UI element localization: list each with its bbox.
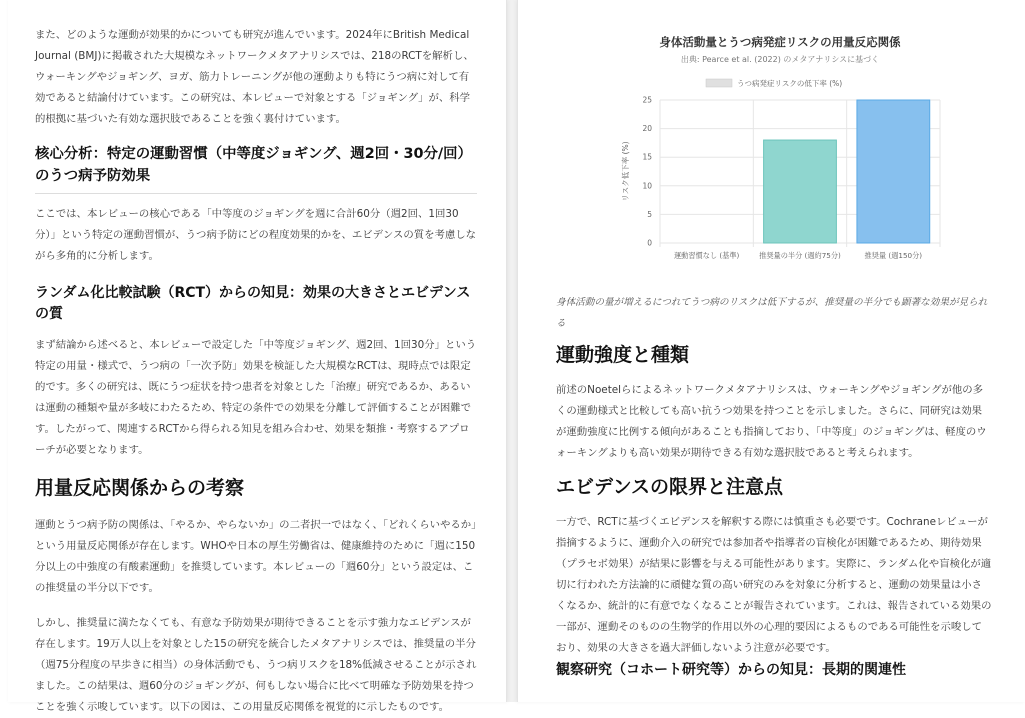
chart-subtitle: 出典: Pearce et al. (2022) のメタアナリシスに基づく	[680, 55, 880, 64]
y-tick-label: 15	[642, 152, 652, 162]
core-analysis-heading: 核心分析：特定の運動習慣（中等度ジョギング、週2回・30分/回）のうつ病予防効果	[35, 143, 477, 194]
y-tick-label: 10	[642, 181, 652, 191]
chart-title: 身体活動量とうつ病発症リスクの用量反応関係	[659, 35, 901, 49]
chart-y-ticks	[642, 96, 652, 248]
left-page	[8, 0, 507, 713]
dose-response-heading: 用量反応関係からの考察	[35, 477, 245, 499]
bar-2	[857, 100, 930, 243]
page-gutter	[506, 0, 517, 702]
rct-paragraph: まず結論から述べると、本レビューで設定した「中等度ジョギング、週2回、1回30分」という特定の用量・様式で、うつ病の「一次予防」効果を検証した大規模なRCTは、現時点では限定的です。多くの研究は、既にうつ症状を持つ患者を対象とした「治療」研究であるか、あるいは運動の種類や量が多岐にわたるため、特定の条件での効果を分離して評価することが困難です。したがって、関連するRCTから得られる知見を組み合わせ、効果を類推・考察するアプローチが必要となります。	[35, 339, 477, 456]
x-tick-label: 推奨量の半分 (週約75分)	[759, 251, 841, 260]
limits-heading: エビデンスの限界と注意点	[556, 476, 784, 498]
chart-svg	[610, 72, 950, 272]
observational-heading: 観察研究（コホート研究等）からの知見：長期的関連性	[556, 662, 906, 678]
intro-paragraph: また、どのような運動が効果的かについても研究が進んでいます。2024年にBritish Medical Journal (BMJ)に掲載された大規模なネットワークメタアナリシスでは、218のRCTを解析し、ウォーキングやジョギング、ヨガ、筋力トレーニングが他の運動よりも特にうつ病に対して有効であると結論付けています。この研究は、本レビューで対象とする「ジョギング」が、科学的根拠に基づいた有効な選択肢であることを強く裏付けています。	[35, 29, 474, 125]
x-tick-label: 推奨量 (週150分)	[864, 251, 923, 260]
dose-response-paragraph-2: しかし、推奨量に満たなくても、有意な予防効果が期待できることを示す強力なエビデンスが存在します。19万人以上を対象とした15の研究を統合したメタアナリシスでは、推奨量の半分（週75分程度の早歩きに相当）の身体活動でも、うつ病リスクを18%低減させることが示されました。この結果は、週60分のジョギングが、何もしない場合に比べて明確な予防効果を持つことを強く示唆しています。以下の図は、この用量反応関係を視覚的に示したものです。	[35, 617, 477, 713]
intensity-paragraph: 前述のNoetelらによるネットワークメタアナリシスは、ウォーキングやジョギングが他の多くの運動様式と比較しても高い抗うつ効果を持つことを示しました。さらに、同研究は効果が運動強度に比例する傾向があることも指摘しており、「中等度」のジョギングは、軽度のウォーキングよりも高い効果が期待できる有効な選択肢であると考えられます。	[556, 384, 987, 459]
chart-x-labels	[674, 251, 922, 260]
chart-caption: 身体活動の量が増えるにつれてうつ病のリスクは低下するが、推奨量の半分でも顕著な効果が見られる	[556, 297, 988, 329]
bar-1	[764, 140, 837, 243]
legend-label: うつ病発症リスクの低下率 (%)	[737, 79, 843, 88]
dose-response-chart	[610, 32, 950, 272]
dose-response-paragraph-1: 運動とうつ病予防の関係は、「やるか、やらないか」の二者択一ではなく、「どれくらいやるか」という用量反応関係が存在します。WHOや日本の厚生労働省は、健康維持のために「週に150分以上の中強度の有酸素運動」を推奨しています。本レビューの「週60分」という設定は、この推奨量の半分以下です。	[35, 519, 477, 594]
chart-legend	[706, 78, 842, 88]
left-page-content	[35, 28, 477, 718]
y-tick-label: 5	[647, 209, 652, 219]
y-tick-label: 0	[647, 238, 652, 248]
y-tick-label: 25	[642, 95, 652, 105]
limits-paragraph: 一方で、RCTに基づくエビデンスを解釈する際には慎重さも必要です。Cochraneレビューが指摘するように、運動介入の研究では参加者や指導者の盲検化が困難であるため、期待効果（プラセボ効果）が結果に影響を与える可能性があります。実際に、ランダム化や盲検化が適切に行われた方法論的に頑健な質の高い研究のみを対象に分析すると、運動の効果量は小さくなるか、統計的に有意でなくなることが報告されています。これは、報告されている効果の一部が、運動そのものの生物学的作用以外の心理的要因によるものである可能性を示唆しており、効果の大きさを過大評価しないよう注意が必要です。	[556, 516, 992, 654]
rct-heading: ランダム化比較試験（RCT）からの知見：効果の大きさとエビデンスの質	[35, 285, 471, 322]
legend-swatch	[706, 79, 732, 87]
core-analysis-paragraph: ここでは、本レビューの核心である「中等度のジョギングを週に合計60分（週2回、1回30分）」という特定の運動習慣が、うつ病予防にどの程度効果的かを、エビデンスの質を考慮しながら多角的に分析します。	[35, 208, 477, 262]
chart-y-axis-label: リスク低下率 (%)	[621, 141, 630, 202]
y-tick-label: 20	[642, 124, 652, 134]
right-page	[517, 0, 1025, 702]
intensity-heading: 運動強度と種類	[556, 344, 690, 366]
x-tick-label: 運動習慣なし (基準)	[673, 251, 740, 260]
